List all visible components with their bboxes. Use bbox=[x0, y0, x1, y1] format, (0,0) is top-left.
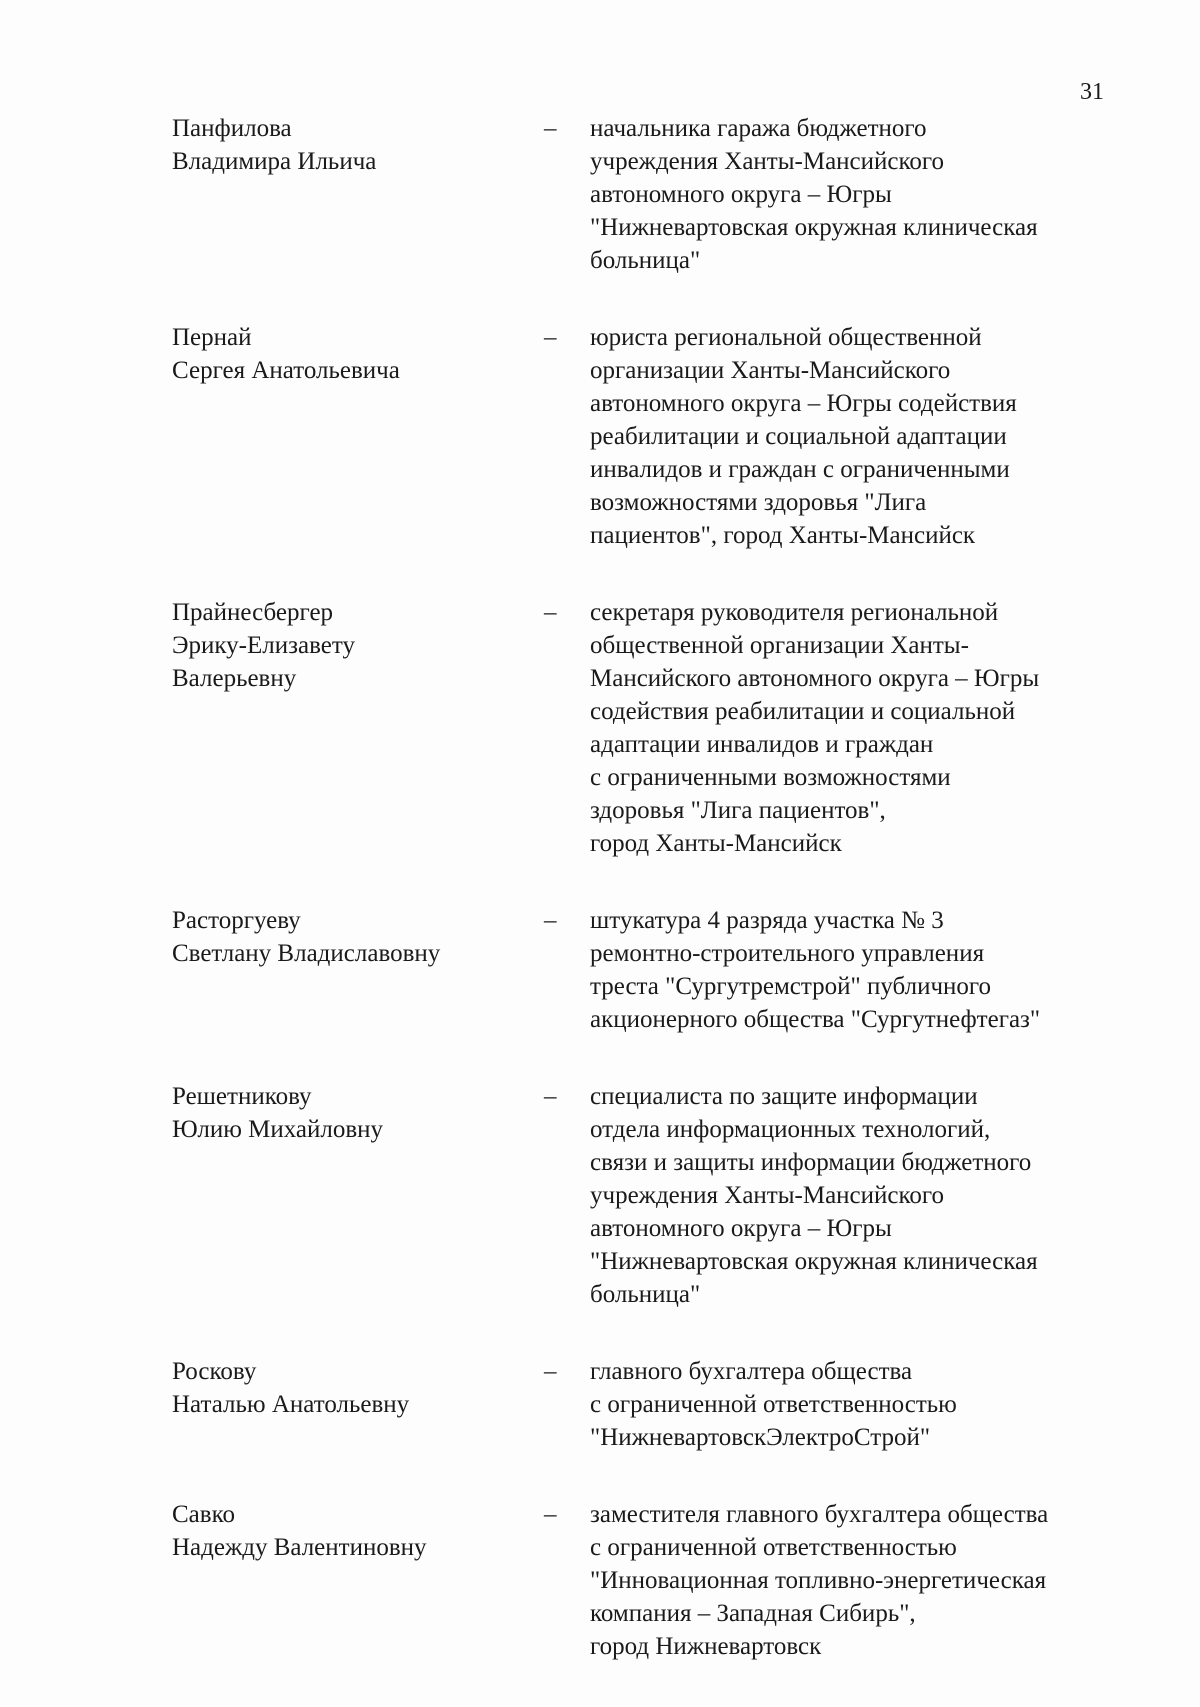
awardee-position-line: специалиста по защите информации bbox=[590, 1083, 978, 1110]
awardee-name-line: Эрику-Елизавету bbox=[172, 632, 355, 659]
awardee-position-line: начальника гаража бюджетного bbox=[590, 115, 927, 142]
awardee-name-line: Валерьевну bbox=[172, 665, 297, 692]
awardee-position-line: реабилитации и социальной адаптации bbox=[590, 423, 1007, 450]
awardee-entry bbox=[172, 1080, 1122, 1311]
page-number: 31 bbox=[1080, 79, 1104, 105]
awardee-position-line: ремонтно-строительного управления bbox=[590, 940, 985, 967]
awardee-name-line: Сергея Анатольевича bbox=[172, 357, 400, 384]
awardee-position-line: треста "Сургутремстрой" публичного bbox=[590, 973, 992, 1000]
awardee-name bbox=[172, 321, 542, 387]
awardee-position bbox=[590, 1080, 1122, 1311]
awardee-position-line: автономного округа – Югры bbox=[590, 1215, 892, 1242]
awardee-position-line: с ограниченной ответственностью bbox=[590, 1534, 957, 1561]
entry-dash: – bbox=[544, 115, 557, 142]
awardee-entry bbox=[172, 321, 1122, 552]
awardee-position-line: Мансийского автономного округа – Югры bbox=[590, 665, 1040, 692]
awardee-position-line: заместителя главного бухгалтера общества bbox=[590, 1501, 1049, 1528]
awardee-position-line: "Инновационная топливно-энергетическая bbox=[590, 1567, 1047, 1594]
entry-dash: – bbox=[544, 1083, 557, 1110]
awardee-position bbox=[590, 596, 1122, 860]
awardee-position-line: пациентов", город Ханты-Мансийск bbox=[590, 522, 976, 549]
awardee-name-line: Расторгуеву bbox=[172, 907, 301, 934]
awardee-position-line: учреждения Ханты-Мансийского bbox=[590, 1182, 945, 1209]
awardee-position-line: с ограниченными возможностями bbox=[590, 764, 951, 791]
awardee-name-line: Наталью Анатольевну bbox=[172, 1391, 410, 1418]
awardee-position-line: город Ханты-Мансийск bbox=[590, 830, 842, 857]
awardee-position bbox=[590, 321, 1122, 552]
awardee-position-line: инвалидов и граждан с ограниченными bbox=[590, 456, 1010, 483]
awardee-name-line: Юлию Михайловну bbox=[172, 1116, 384, 1143]
awardee-position bbox=[590, 904, 1122, 1036]
awardee-position-line: организации Ханты-Мансийского bbox=[590, 357, 951, 384]
awardee-name-line: Прайнесбергер bbox=[172, 599, 334, 626]
awardee-list bbox=[172, 112, 1122, 1707]
awardee-position-line: с ограниченной ответственностью bbox=[590, 1391, 957, 1418]
awardee-entry bbox=[172, 596, 1122, 860]
awardee-position-line: "Нижневартовская окружная клиническая bbox=[590, 1248, 1038, 1275]
awardee-name bbox=[172, 904, 542, 970]
awardee-position-line: содействия реабилитации и социальной bbox=[590, 698, 1016, 725]
awardee-name-line: Панфилова bbox=[172, 115, 292, 142]
awardee-position-line: "Нижневартовская окружная клиническая bbox=[590, 214, 1038, 241]
awardee-position-line: автономного округа – Югры содействия bbox=[590, 390, 1017, 417]
awardee-position-line: отдела информационных технологий, bbox=[590, 1116, 991, 1143]
awardee-position-line: главного бухгалтера общества bbox=[590, 1358, 913, 1385]
awardee-position-line: компания – Западная Сибирь", bbox=[590, 1600, 916, 1627]
awardee-position-line: учреждения Ханты-Мансийского bbox=[590, 148, 945, 175]
entry-dash: – bbox=[544, 599, 557, 626]
awardee-position-line: автономного округа – Югры bbox=[590, 181, 892, 208]
awardee-position-line: адаптации инвалидов и граждан bbox=[590, 731, 934, 758]
awardee-position-line: больница" bbox=[590, 247, 701, 274]
entry-dash: – bbox=[544, 324, 557, 351]
awardee-name-line: Пернай bbox=[172, 324, 252, 351]
awardee-name-line: Светлану Владиславовну bbox=[172, 940, 441, 967]
awardee-name-line: Решетникову bbox=[172, 1083, 312, 1110]
awardee-name bbox=[172, 596, 542, 695]
awardee-position-line: общественной организации Ханты- bbox=[590, 632, 969, 659]
awardee-position-line: секретаря руководителя региональной bbox=[590, 599, 999, 626]
awardee-position bbox=[590, 1355, 1122, 1454]
awardee-position bbox=[590, 112, 1122, 277]
entry-dash: – bbox=[544, 1358, 557, 1385]
awardee-position-line: город Нижневартовск bbox=[590, 1633, 822, 1660]
awardee-name-line: Савко bbox=[172, 1501, 235, 1528]
awardee-position-line: "НижневартовскЭлектроСтрой" bbox=[590, 1424, 931, 1451]
awardee-name bbox=[172, 1355, 542, 1421]
awardee-position-line: здоровья "Лига пациентов", bbox=[590, 797, 886, 824]
awardee-name-line: Владимира Ильича bbox=[172, 148, 377, 175]
entry-dash: – bbox=[544, 907, 557, 934]
awardee-position-line: возможностями здоровья "Лига bbox=[590, 489, 927, 516]
awardee-position-line: юриста региональной общественной bbox=[590, 324, 982, 351]
awardee-name bbox=[172, 112, 542, 178]
awardee-entry bbox=[172, 1498, 1122, 1663]
awardee-position-line: связи и защиты информации бюджетного bbox=[590, 1149, 1032, 1176]
awardee-entry bbox=[172, 112, 1122, 277]
awardee-name bbox=[172, 1498, 542, 1564]
awardee-position bbox=[590, 1498, 1122, 1663]
awardee-name-line: Надежду Валентиновну bbox=[172, 1534, 427, 1561]
awardee-name bbox=[172, 1080, 542, 1146]
awardee-position-line: акционерного общества "Сургутнефтегаз" bbox=[590, 1006, 1041, 1033]
entry-dash: – bbox=[544, 1501, 557, 1528]
awardee-name-line: Роскову bbox=[172, 1358, 257, 1385]
awardee-entry bbox=[172, 904, 1122, 1036]
awardee-entry bbox=[172, 1355, 1122, 1454]
awardee-position-line: больница" bbox=[590, 1281, 701, 1308]
awardee-position-line: штукатура 4 разряда участка № 3 bbox=[590, 907, 944, 934]
